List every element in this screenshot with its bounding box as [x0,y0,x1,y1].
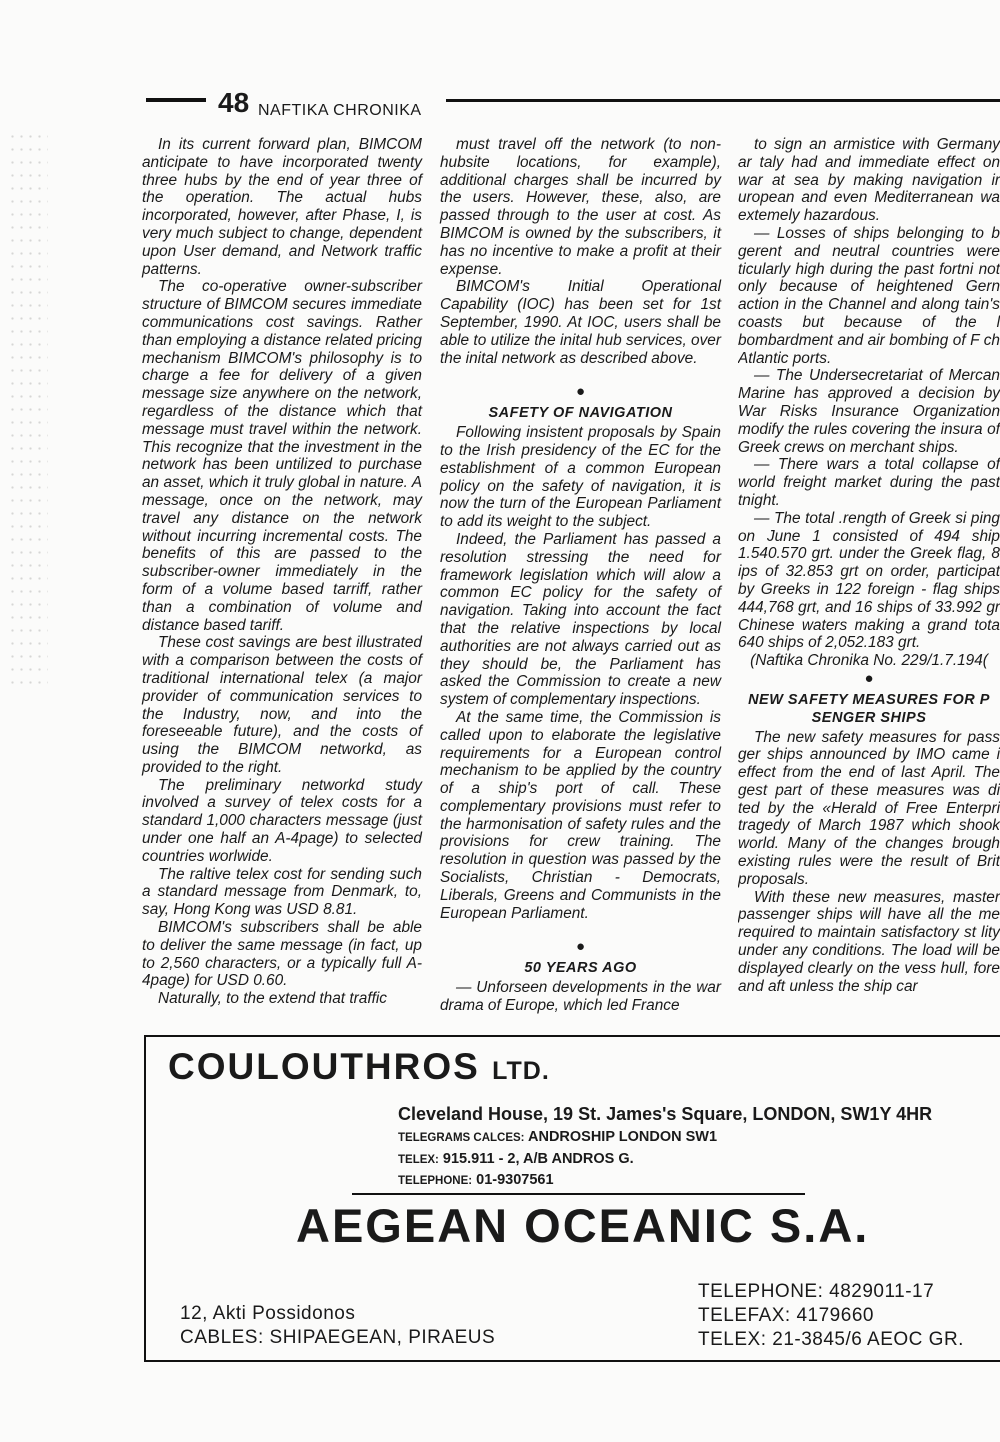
section-heading-safety: SAFETY OF NAVIGATION [488,405,673,422]
contact-line: TELEX: 21-3845/6 AEOC GR. [698,1329,964,1350]
paragraph: — There wars a total collapse of world freight market during the past tnight. [738,456,1000,509]
telegrams-value: ANDROSHIP LONDON SW1 [528,1129,718,1145]
company-name-couloutHros [168,1045,550,1093]
column-2 [440,136,721,1015]
paragraph: With these new measures, master passenger ships will have all the me required to maintain satisfactory st lity under any conditions. The load will be displayed clearly on the vess hull, fore and aft unless the ship car [738,888,1000,995]
paragraph: Indeed, the Parliament has passed a resolution stressing the need for framework legislation which will alow a common EC policy for the safety of navigation. Taking into account the fact that the relative inspections by local authorities are not always carried out as they should be, the Parliament has asked the Commission to create a new system of complementary inspections. [440,530,721,709]
telephone-label: TELEPHONE: [398,1175,473,1187]
section-heading-50-years: 50 YEARS AGO [524,960,637,977]
header-rule-left [146,98,206,102]
telex-label: TELEX: [398,1154,439,1166]
paragraph: to sign an armistice with Germany ar taly had and immediate effect on war at sea by making navigation ir uropean and even Mediterranean wa extemely hazardous. [738,136,1000,225]
column-1 [142,136,422,1008]
telex-value: 915.911 - 2, A/B ANDROS G. [442,1151,634,1167]
paragraph: BIMCOM's Initial Operational Capability (IOC) has been set for 1st September, 1990. At IOC, users shall be able to utilize the inital hub services, over the inital network as described above. [440,278,721,367]
company-name-aegean: AEGEAN OCEANIC S.A. [296,1199,870,1252]
paragraph: Following insistent proposals by Spain to the Irish presidency of the EC for the establishment of a common European policy on the safety of navigation, it is now the turn of the European Parliament to add its weight to the subject. [440,424,721,531]
telephone-line [398,1172,554,1190]
company-suffix: LTD. [492,1057,550,1085]
paragraph: The new safety measures for pass ger ships announced by IMO came i effect from the end of last April. The gest part of these measures was di ted by the «Herald of Free Enterpri tragedy of March 1987 which shook world. Many of the changes brough existing rules were the result of Brit proposals. [738,728,1000,888]
paragraph: — Unforseen developments in the war drama of Europe, which led France [440,979,721,1015]
paragraph: The co-operative owner-subscriber structure of BIMCOM secures immediate communications cost savings. Rather than employing a distance related pricing mechanism BIMCOM's philosophy is to charge a fee for delivery of a given message size anywhere on the network, regardless of the distance which that message must travel within the network. This recognize that the investment in the network has been untilized to purchase an asset, which it truly global in nature. A message, once on the network, may travel any distance on the network without incurring incremental costs. The benefits of this are passed to the subscriber-owner immediately in the form of a volume based tarriff, rather than a combination of volume and distance based tariff. [142,278,422,634]
column-3 [738,136,1000,995]
telegrams-label: TELEGRAMS CALCES: [398,1132,525,1144]
paragraph: In its current forward plan, BIMCOM anticipate to have incorporated twenty three hubs by the end of year three of the operation. The actual hubs incorporated, however, after Phase, I, is very much subject to change, dependent upon User demand, and Network traffic patterns. [142,136,422,278]
paragraph: BIMCOM's subscribers shall be able to deliver the same message (in fact, up to 2,560 characters, or a typically full A-4page) for USD 0.60. [142,919,422,990]
contact-line: TELEFAX: 4179660 [698,1305,874,1326]
paragraph: must travel off the network (to non-hubsite locations, for example), additional charges shall be incurred by the users. However, these, also, are passed through to the user at cost. As BIMCOM is owned by the subscribers, it has no incentive to make a profit at their expense. [440,136,721,278]
paragraph: At the same time, the Commission is called upon to elaborate the legislative requirements for a European control mechanism to be applied by the country of a ship's port of call. These complementary provisions must refer to the harmonisation of safety rules and the provisions for crew training. The resolution in question was passed by the Socialists, Christian - Democrats, Liberals, Greens and Communists in the European Parliament. [440,708,721,922]
company-address: Cleveland House, 19 St. James's Square, LONDON, SW1Y 4HR [398,1104,933,1124]
company-name: COULOUTHROS [168,1046,480,1087]
telegrams-line [398,1129,717,1147]
publication-title: NAFTIKA CHRONIKA [258,102,422,119]
telex-line [398,1151,634,1169]
telephone-value: 01-9307561 [476,1172,554,1188]
header-rule-right [446,99,1000,102]
address-line: 12, Akti Possidonos [180,1303,356,1324]
scan-speckle [8,130,48,690]
paragraph: Naturally, to the extend that traffic [158,990,387,1008]
paragraph: These cost savings are best illustrated with a comparison between the costs of traditional international telex (a major provider of communication services to the Industry, now, and into the foreseeable future), and the costs of using the BIMCOM networkd, as provided to the right. [142,634,422,776]
contact-line: TELEPHONE: 4829011-17 [698,1281,935,1302]
section-bullet-icon: ● [575,383,586,401]
paragraph: The preliminary networkd study involved a survey of telex costs for a standard 1,000 characters message (just under one half an A-4page) to selected countries worlwide. [142,776,422,865]
section-bullet-icon: ● [575,938,586,956]
address-line: CABLES: SHIPAEGEAN, PIRAEUS [180,1327,496,1348]
paragraph: — Losses of ships belonging to b gerent and neutral countries were ticularly high during the past fortni not only because of heightened Gern action in the Channel and along tain's coasts but because of the l bombardment and air bombing of F ch Atlantic ports. [738,224,1000,367]
paragraph: — The total .rength of Greek si ping on June 1 consisted of 494 ship 1.540.570 grt. under the Greek flag, 8 ips of 32.853 grt on order, participat by Greeks in 122 foreign - flag ships 444,768 grt, and 16 ships of 33.992 gr Chinese waters making a grand tota 640 ships of 2,052.183 grt. [738,509,1000,652]
page-number: 48 [218,87,250,118]
source-signoff: (Naftika Chronika No. 229/1.7.194( [750,652,988,670]
section-bullet-icon: ● [864,669,874,687]
ad-divider [352,1193,805,1195]
paragraph: The raltive telex cost for sending such a standard message from Denmark, to, say, Hong Kong was USD 8.81. [142,865,422,919]
paragraph: — The Undersecretariat of Mercan Marine has approved a decision by War Risks Insurance Organization modify the rules covering the insura of Greek crews on merchant ships. [738,367,1000,456]
section-heading-passenger-ships: NEW SAFETY MEASURES FOR P SENGER SHIPS [748,691,990,726]
